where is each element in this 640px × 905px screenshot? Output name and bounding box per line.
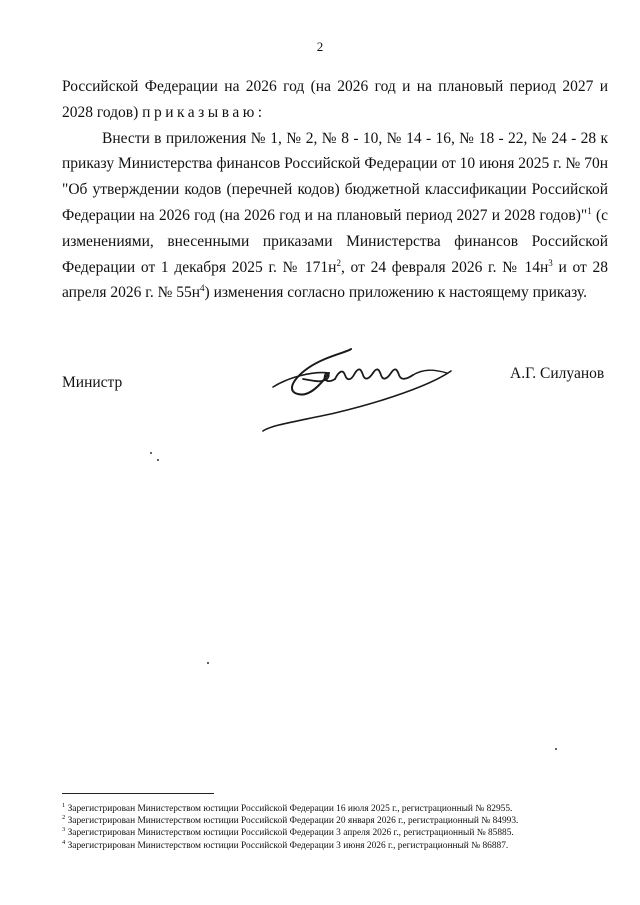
footnote-item — [62, 815, 622, 827]
footnote-text: Зарегистрирован Министерством юстиции Российской Федерации 16 июля 2025 г., регистрационный № 82955. — [67, 804, 513, 814]
footnote-text: Зарегистрирован Министерством юстиции Российской Федерации 20 января 2026 г., регистрационный № 84993. — [67, 816, 519, 827]
amendment-text-5: ) изменения согласно приложению к настоящему приказу. — [204, 284, 587, 302]
footnote-ref-4: 4 — [200, 283, 205, 294]
footnote-number: 1 — [62, 801, 66, 809]
footnote-ref-1: 1 — [587, 205, 592, 216]
minister-title: Министр — [62, 374, 123, 391]
footnote-text: Зарегистрирован Министерством юстиции Российской Федерации 3 апреля 2026 г., регистрационный № 85885. — [67, 828, 514, 839]
minister-name: А.Г. Силуанов — [510, 365, 605, 382]
paragraph-amendment — [62, 126, 608, 307]
scan-speck — [207, 662, 209, 664]
paragraph-order-intro-text: Российской Федерации на 2026 год (на 2026 год и на плановый период 2027 и 2028 годов) — [62, 78, 608, 121]
paragraph-order-intro — [62, 74, 608, 126]
scan-speck — [555, 748, 557, 750]
footnotes — [62, 803, 622, 852]
amendment-text-2: (с изменениями, внесенными приказами Министерства финансов Российской Федерации от 1 декабря 2025 г. № 171н — [62, 206, 608, 276]
footnote-separator — [62, 793, 214, 794]
body-text — [62, 74, 608, 306]
scan-speck — [157, 459, 159, 461]
footnote-text: Зарегистрирован Министерством юстиции Российской Федерации 3 июня 2026 г., регистрационный № 86887. — [67, 840, 509, 851]
footnote-ref-3: 3 — [548, 257, 553, 268]
amendment-text-4: и от 28 апреля 2026 г. № 55н — [62, 258, 608, 302]
scan-speck — [150, 452, 152, 454]
footnote-number: 4 — [62, 838, 66, 846]
order-keyword: приказываю: — [142, 103, 266, 121]
footnote-number: 2 — [62, 814, 66, 822]
footnote-ref-2: 2 — [336, 257, 341, 268]
amendment-text-3: , от 24 февраля 2026 г. № 14н — [340, 258, 549, 276]
handwritten-signature — [255, 335, 455, 445]
footnote-number: 3 — [62, 826, 66, 834]
amendment-text-1: Внести в приложения № 1, № 2, № 8 - 10, № 14 - 16, № 18 - 22, № 24 - 28 к приказу Министерства финансов Российской Федерации от 10 июня 2025 г. № 70н "Об утверждении кодов (перечней кодов) бюджетной классификации Российской Федерации на 2026 год (на 2026 год и на плановый период 2027 и 2028 годов)" — [62, 129, 608, 224]
footnote-item — [62, 803, 622, 815]
page-number: 2 — [316, 39, 324, 54]
footnote-item — [62, 840, 622, 852]
footnote-item — [62, 827, 622, 839]
